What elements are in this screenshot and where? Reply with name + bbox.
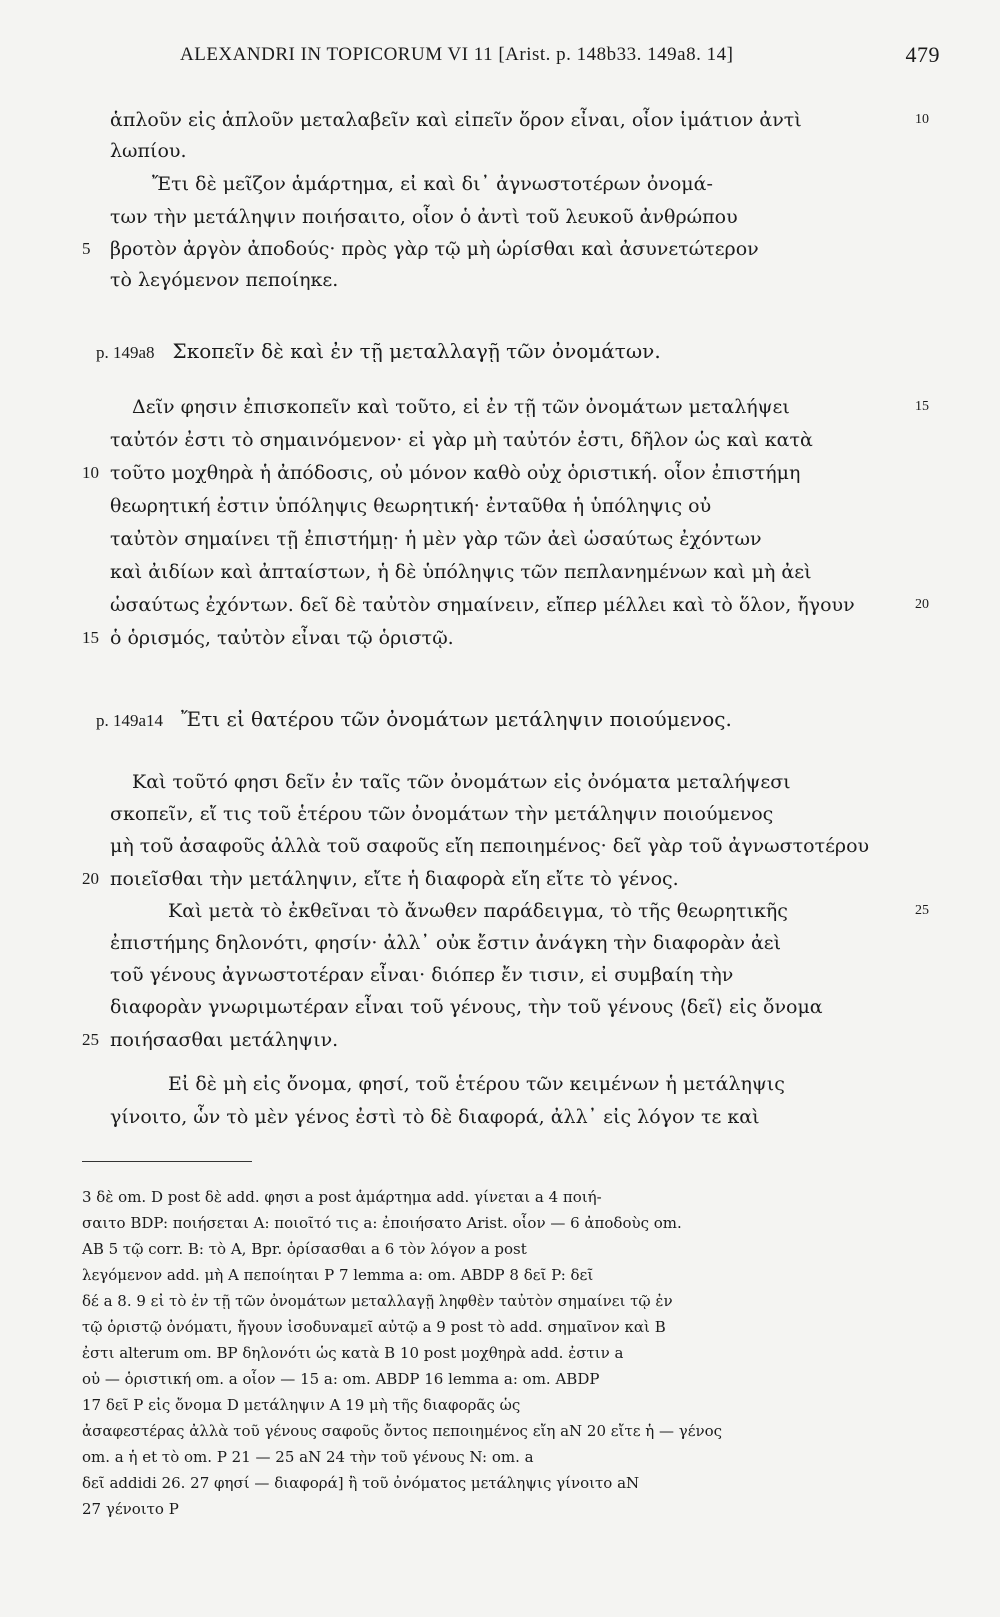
lemma-line	[96, 706, 890, 732]
text-line: θεωρητική ἐστιν ὑπόληψις θεωρητική· ἐνταῦθα ἡ ὑπόληψις οὐ	[110, 495, 712, 517]
margin-number-left: 15	[82, 628, 99, 647]
footnote-line: οὐ — ὁριστική om. a οἷον — 15 a: om. ABDP 16 lemma a: om. ABDP	[82, 1370, 600, 1388]
text-line: σκοπεῖν, εἴ τις τοῦ ἑτέρου τῶν ὀνομάτων τὴν μετάληψιν ποιούμενος	[110, 803, 774, 825]
footnote-line: ἐστι alterum om. BP δηλονότι ὡς κατὰ B 10 post μοχθηρὰ add. ἐστιν a	[82, 1344, 624, 1362]
margin-number-right: 10	[915, 112, 929, 127]
margin-number-right: 15	[915, 399, 929, 414]
text-line: καὶ ἀιδίων καὶ ἀπταίστων, ἡ δὲ ὑπόληψις τῶν πεπλανημένων καὶ μὴ ἀεὶ	[110, 561, 812, 583]
lemma-reference: p. 149a8	[96, 343, 155, 362]
footnote-line: om. a ἡ et τὸ om. P 21 — 25 aN 24 τὴν τοῦ γένους N: om. a	[82, 1448, 534, 1466]
margin-number-left: 10	[82, 463, 99, 482]
text-line: τὸ λεγόμενον πεποίηκε.	[110, 269, 339, 291]
text-line: λωπίου.	[110, 140, 187, 162]
running-title: ALEXANDRI IN TOPICORUM VI 11 [Arist. p. 148b33. 149a8. 14]	[180, 44, 734, 65]
text-line: ὁ ὁρισμός, ταὐτὸν εἶναι τῷ ὁριστῷ.	[110, 627, 454, 649]
footnote-line: 27 γένοιτο P	[82, 1500, 179, 1518]
text-line: γίνοιτο, ὧν τὸ μὲν γένος ἐστὶ τὸ δὲ διαφορά, ἀλλ᾽ εἰς λόγον τε καὶ	[110, 1106, 760, 1128]
page-number: 479	[905, 42, 940, 67]
text-line: μὴ τοῦ ἀσαφοῦς ἀλλὰ τοῦ σαφοῦς εἴη πεποιημένος· δεῖ γὰρ τοῦ ἀγνωστοτέρου	[110, 835, 870, 857]
footnote-line: δεῖ addidi 26. 27 φησί — διαφορά] ἢ τοῦ ὀνόματος μετάληψις γίνοιτο aN	[82, 1474, 640, 1492]
text-line: ποιεῖσθαι τὴν μετάληψιν, εἴτε ἡ διαφορὰ εἴη εἴτε τὸ γένος.	[110, 868, 679, 890]
text-line: ταὐτὸν σημαίνει τῇ ἐπιστήμῃ· ἡ μὲν γὰρ τῶν ἀεὶ ὡσαύτως ἐχόντων	[110, 528, 762, 550]
footnote-line: 17 δεῖ P εἰς ὄνομα D μετάληψιν A 19 μὴ τῆς διαφορᾶς ὡς	[82, 1396, 521, 1414]
margin-number-left: 5	[82, 239, 91, 258]
lemma-reference: p. 149a14	[96, 711, 164, 730]
text-line: Καὶ μετὰ τὸ ἐκθεῖναι τὸ ἄνωθεν παράδειγμα, τὸ τῆς θεωρητικῆς	[168, 900, 788, 922]
text-line: τοῦ γένους ἀγνωστοτέραν εἶναι· διόπερ ἔν τισιν, εἰ συμβαίη τὴν	[110, 964, 734, 986]
lemma-text: Ἔτι εἰ θατέρου τῶν ὀνομάτων μετάληψιν ποιούμενος.	[181, 707, 732, 731]
text-line: Καὶ τοῦτό φησι δεῖν ἐν ταῖς τῶν ὀνομάτων εἰς ὀνόματα μεταλήψεσι	[132, 771, 791, 793]
text-line: Εἰ δὲ μὴ εἰς ὄνομα, φησί, τοῦ ἑτέρου τῶν κειμένων ἡ μετάληψις	[168, 1073, 785, 1095]
footnote-line: AB 5 τῷ corr. B: τὸ A, Bpr. ὁρίσασθαι a 6 τὸν λόγον a post	[82, 1240, 527, 1258]
text-line: ποιήσασθαι μετάληψιν.	[110, 1029, 339, 1051]
running-header	[180, 44, 940, 74]
text-line: Δεῖν φησιν ἐπισκοπεῖν καὶ τοῦτο, εἰ ἐν τῇ τῶν ὀνομάτων μεταλήψει	[132, 396, 790, 418]
text-line: ταὐτόν ἐστι τὸ σημαινόμενον· εἰ γὰρ μὴ ταὐτόν ἐστι, δῆλον ὡς καὶ κατὰ	[110, 429, 813, 451]
footnote-rule	[82, 1161, 252, 1162]
text-line: τοῦτο μοχθηρὰ ἡ ἀπόδοσις, οὐ μόνον καθὸ οὐχ ὁριστική. οἷον ἐπιστήμη	[110, 462, 801, 484]
text-line: ἁπλοῦν εἰς ἁπλοῦν μεταλαβεῖν καὶ εἰπεῖν ὅρον εἶναι, οἷον ἱμάτιον ἀντὶ	[110, 109, 802, 131]
lemma-line	[96, 338, 890, 364]
text-line: διαφορὰν γνωριμωτέραν εἶναι τοῦ γένους, τὴν τοῦ γένους ⟨δεῖ⟩ εἰς ὄνομα	[110, 996, 823, 1018]
lemma-text: Σκοπεῖν δὲ καὶ ἐν τῇ μεταλλαγῇ τῶν ὀνομάτων.	[172, 339, 661, 363]
footnote-line: ἀσαφεστέρας ἀλλὰ τοῦ γένους σαφοῦς ὄντος πεποιημένος εἴη aN 20 εἴτε ἡ — γένος	[82, 1422, 723, 1440]
text-line: βροτὸν ἀργὸν ἀποδούς· πρὸς γὰρ τῷ μὴ ὡρίσθαι καὶ ἀσυνετώτερον	[110, 238, 759, 260]
margin-number-left: 20	[82, 869, 99, 888]
margin-number-right: 20	[915, 597, 929, 612]
footnote-line: σαιτο BDP: ποιήσεται A: ποιοῖτό τις a: ἐποιήσατο Arist. οἷον — 6 ἀποδοὺς om.	[82, 1214, 682, 1232]
text-line: ἐπιστήμης δηλονότι, φησίν· ἀλλ᾽ οὐκ ἔστιν ἀνάγκη τὴν διαφορὰν ἀεὶ	[110, 932, 782, 954]
text-line: των τὴν μετάληψιν ποιήσαιτο, οἷον ὁ ἀντὶ τοῦ λευκοῦ ἀνθρώπου	[110, 206, 738, 228]
footnote-line: δέ a 8. 9 εἰ τὸ ἐν τῇ τῶν ὀνομάτων μεταλλαγῇ ληφθὲν ταὐτὸν σημαίνει τῷ ἐν	[82, 1292, 673, 1310]
text-line: Ἔτι δὲ μεῖζον ἁμάρτημα, εἰ καὶ δι᾽ ἀγνωστοτέρων ὀνομά-	[152, 173, 713, 195]
footnote-line: λεγόμενον add. μὴ A πεποίηται P 7 lemma a: om. ABDP 8 δεῖ P: δεῖ	[82, 1266, 594, 1284]
footnote-line: τῷ ὁριστῷ ὀνόματι, ἤγουν ἰσοδυναμεῖ αὐτῷ a 9 post τὸ add. σημαῖνον καὶ B	[82, 1318, 666, 1336]
text-line: ὡσαύτως ἐχόντων. δεῖ δὲ ταὐτὸν σημαίνειν, εἴπερ μέλλει καὶ τὸ ὅλον, ἤγουν	[110, 594, 855, 616]
footnote-line: 3 δὲ om. D post δὲ add. φησι a post ἁμάρτημα add. γίνεται a 4 ποιή-	[82, 1188, 602, 1206]
margin-number-right: 25	[915, 903, 929, 918]
margin-number-left: 25	[82, 1030, 99, 1049]
